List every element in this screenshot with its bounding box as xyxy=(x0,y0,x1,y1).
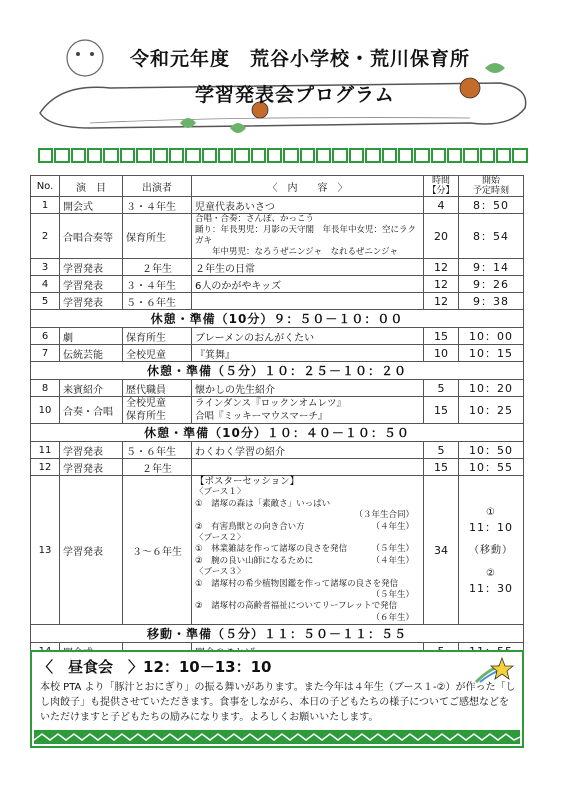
row-start-times xyxy=(459,476,524,625)
row-event: 伝統芸能 xyxy=(60,345,123,362)
row-minutes: 15 xyxy=(424,459,459,476)
row-start: 9：26 xyxy=(459,276,524,293)
decorative-square xyxy=(87,148,102,163)
decorative-square xyxy=(103,148,118,163)
table-row xyxy=(31,328,524,345)
decorative-square xyxy=(136,148,151,163)
decorative-square xyxy=(447,148,462,163)
row-minutes: 12 xyxy=(424,259,459,276)
table-header-row xyxy=(31,176,524,197)
performer-line: 全校児童 xyxy=(126,398,166,409)
row-no: 1 xyxy=(31,197,60,214)
break-row xyxy=(31,362,524,380)
decorative-square xyxy=(300,148,315,163)
booth-item: ① 諸塚村の希少植物図鑑を作って諸塚の良さを発信 xyxy=(195,578,399,589)
row-content: ブレーメンのおんがくたい xyxy=(192,328,424,345)
row-start: 10：25 xyxy=(459,397,524,424)
break-row xyxy=(31,625,524,643)
lunch-heading: 〈 昼食会 〉12：10－13：10 xyxy=(38,658,272,676)
row-no: 13 xyxy=(31,476,60,625)
booth-item xyxy=(195,556,420,567)
row-performer: 歴代職員 xyxy=(123,380,192,397)
content-line: 合唱・合奏：さんぽ、かっこう xyxy=(195,214,315,224)
decorative-square xyxy=(283,148,298,163)
row-content: 児童代表あいさつ xyxy=(192,197,424,214)
content-line: 年中男児：なろうぜニンジャ なれるぜニンジャ xyxy=(195,247,398,257)
row-minutes: 5 xyxy=(424,442,459,459)
row-start: 10：20 xyxy=(459,380,524,397)
row-event: 学習発表 xyxy=(60,476,123,625)
booth-item-title: ② 有害鳥獣との向き合い方 xyxy=(195,521,305,532)
lunch-body-text: 本校 PTA より「豚汁とおにぎり」の振る舞いがあります。また今年は４年生（ブース１-②）が作った「しし肉餃子」も提供させていただきます。食事をしながら、本日の子どもたちの様子についてご感想などをいただけますと子どもたちの励みになります。よろしくお願いいたします。 xyxy=(40,682,516,723)
row-event: 学習発表 xyxy=(60,442,123,459)
decorative-square xyxy=(54,148,69,163)
booth-label: 〈ブース３〉 xyxy=(195,567,246,578)
row-no: 4 xyxy=(31,276,60,293)
booth-item-grade: （５年生） xyxy=(371,544,414,555)
row-event: 劇 xyxy=(60,328,123,345)
time-mark: ② xyxy=(486,567,496,579)
title-line-1: 令和元年度 荒谷小学校・荒川保育所 xyxy=(130,48,471,70)
booth-item-grade: （６年生） xyxy=(371,612,414,623)
break-label: 休憩・準備（５分）１０：２５－１０：２０ xyxy=(31,362,524,380)
row-content: 『箕舞』 xyxy=(192,345,424,362)
decorative-square xyxy=(512,148,527,163)
booth-item-grade: （４年生） xyxy=(371,555,414,566)
decorative-square xyxy=(153,148,168,163)
row-performer: ５・６年生 xyxy=(123,293,192,310)
row-start: 10：50 xyxy=(459,442,524,459)
table-row xyxy=(31,214,524,259)
decorative-square xyxy=(120,148,135,163)
row-minutes: 34 xyxy=(424,476,459,625)
title-line-2: 学習発表会プログラム xyxy=(195,84,395,106)
row-content: わくわく学習の紹介 xyxy=(192,442,424,459)
col-header-performer: 出演者 xyxy=(123,176,192,197)
row-minutes: 5 xyxy=(424,380,459,397)
table-row xyxy=(31,276,524,293)
row-event: 学習発表 xyxy=(60,276,123,293)
booth-item-grade: （３年生合同） xyxy=(354,510,414,521)
decorative-square xyxy=(414,148,429,163)
row-performer: ３～６年生 xyxy=(123,476,192,625)
row-content: 6人のかがやキッズ xyxy=(192,276,424,293)
decorative-square-border xyxy=(38,148,528,164)
row-minutes: 4 xyxy=(424,197,459,214)
row-performer: ２年生 xyxy=(123,259,192,276)
row-minutes: 12 xyxy=(424,293,459,310)
row-no: 8 xyxy=(31,380,60,397)
booth-item xyxy=(195,544,420,555)
booth-item: ① 諸塚の森は「素敵さ」いっぱい xyxy=(195,498,331,509)
table-row-poster-session xyxy=(31,476,524,625)
lunch-notice-box xyxy=(30,650,524,748)
row-performer: ２年生 xyxy=(123,459,192,476)
decorative-square xyxy=(496,148,511,163)
poster-session-content xyxy=(192,476,424,625)
row-event: 合唱合奏等 xyxy=(60,214,123,259)
spacer xyxy=(462,558,520,566)
row-event: 開会式 xyxy=(60,197,123,214)
row-performer: 全校児童 xyxy=(123,345,192,362)
table-row xyxy=(31,442,524,459)
decorative-square xyxy=(332,148,347,163)
row-content xyxy=(192,459,424,476)
row-start: 10：15 xyxy=(459,345,524,362)
booth-item-grade: （４年生） xyxy=(371,521,414,532)
header-banner xyxy=(30,28,540,138)
col-header-no: No. xyxy=(31,176,60,197)
row-content xyxy=(192,293,424,310)
col-header-content: 〈 内 容 〉 xyxy=(192,176,424,197)
booth-label: 〈ブース１〉 xyxy=(195,487,246,498)
table-row xyxy=(31,293,524,310)
content-line: 踊り：年長男児：月影の天守閣 年長年中女児：空にラクガキ xyxy=(195,225,417,246)
move-label: （移動） xyxy=(469,544,513,556)
booth-label: 〈ブース２〉 xyxy=(195,533,246,544)
row-event: 学習発表 xyxy=(60,293,123,310)
row-no: 11 xyxy=(31,442,60,459)
decorative-square xyxy=(169,148,184,163)
decorative-square xyxy=(349,148,364,163)
row-minutes: 10 xyxy=(424,345,459,362)
decorative-square xyxy=(71,148,86,163)
row-performer: ３・４年生 xyxy=(123,197,192,214)
break-row xyxy=(31,310,524,328)
poster-title: 【ポスターセッション】 xyxy=(195,476,300,487)
decorative-square xyxy=(185,148,200,163)
booth-item-title: ② 腕の良い山師になるために xyxy=(195,555,314,566)
row-no: 7 xyxy=(31,345,60,362)
table-row xyxy=(31,259,524,276)
row-content xyxy=(192,397,424,424)
decorative-square xyxy=(398,148,413,163)
row-event: 来賓紹介 xyxy=(60,380,123,397)
break-label: 移動・準備（５分）１１：５０－１１：５５ xyxy=(31,625,524,643)
row-start: 9：38 xyxy=(459,293,524,310)
row-minutes: 15 xyxy=(424,328,459,345)
decorative-square xyxy=(480,148,495,163)
decorative-square xyxy=(234,148,249,163)
row-start: 8：50 xyxy=(459,197,524,214)
row-minutes: 15 xyxy=(424,397,459,424)
content-line: 合唱『ミッキーマウスマーチ』 xyxy=(195,411,328,422)
table-row xyxy=(31,197,524,214)
time-mark: ① xyxy=(486,506,496,518)
spacer xyxy=(462,535,520,543)
col-header-minutes: 時間 【分】 xyxy=(424,176,459,197)
decorative-zigzag-border xyxy=(34,730,520,744)
break-label: 休憩・準備（10分）９：５０－１０：００ xyxy=(31,310,524,328)
performer-line: 保育所生 xyxy=(126,411,166,422)
row-no: 3 xyxy=(31,259,60,276)
decorative-square xyxy=(463,148,478,163)
row-no: 10 xyxy=(31,397,60,424)
decorative-square xyxy=(218,148,233,163)
row-performer: ５・６年生 xyxy=(123,442,192,459)
decorative-square xyxy=(267,148,282,163)
decorative-square xyxy=(365,148,380,163)
booth-item-grade: （５年生） xyxy=(371,590,414,601)
booth-item: ② 諸塚村の高齢者福祉についてリーフレットで発信 xyxy=(195,601,398,612)
table-row xyxy=(31,459,524,476)
row-event: 合奏・合唱 xyxy=(60,397,123,424)
row-start: 10：55 xyxy=(459,459,524,476)
decorative-square xyxy=(382,148,397,163)
row-start: 8：54 xyxy=(459,214,524,259)
break-row xyxy=(31,424,524,442)
decorative-square xyxy=(316,148,331,163)
row-no: 12 xyxy=(31,459,60,476)
row-event: 学習発表 xyxy=(60,459,123,476)
booth-item xyxy=(195,522,420,533)
decorative-square xyxy=(251,148,266,163)
program-table xyxy=(30,175,524,660)
col-header-start: 開始 予定時刻 xyxy=(459,176,524,197)
row-performer: 保育所生 xyxy=(123,214,192,259)
table-row xyxy=(31,397,524,424)
row-minutes: 12 xyxy=(424,276,459,293)
row-minutes: 20 xyxy=(424,214,459,259)
decorative-square xyxy=(431,148,446,163)
row-content: 懐かしの先生紹介 xyxy=(192,380,424,397)
row-start: 10：00 xyxy=(459,328,524,345)
time-value: 11：10 xyxy=(469,520,513,534)
table-row xyxy=(31,380,524,397)
row-performer: ３・４年生 xyxy=(123,276,192,293)
decorative-square xyxy=(202,148,217,163)
break-label: 休憩・準備（10分）１０：４０－１０：５０ xyxy=(31,424,524,442)
row-performer xyxy=(123,397,192,424)
row-performer: 保育所生 xyxy=(123,328,192,345)
row-start: 9：14 xyxy=(459,259,524,276)
row-content: ２年生の日常 xyxy=(192,259,424,276)
row-event: 学習発表 xyxy=(60,259,123,276)
row-no: 6 xyxy=(31,328,60,345)
row-content xyxy=(192,214,424,259)
decorative-square xyxy=(38,148,53,163)
content-line: ラインダンス『ロックンオムレツ』 xyxy=(195,398,346,409)
row-no: 5 xyxy=(31,293,60,310)
time-value: 11：30 xyxy=(469,581,513,595)
col-header-event: 演 目 xyxy=(60,176,123,197)
table-row xyxy=(31,345,524,362)
booth-item-title: ① 林業雑誌を作って諸塚の良さを発信 xyxy=(195,544,348,555)
row-no: 2 xyxy=(31,214,60,259)
